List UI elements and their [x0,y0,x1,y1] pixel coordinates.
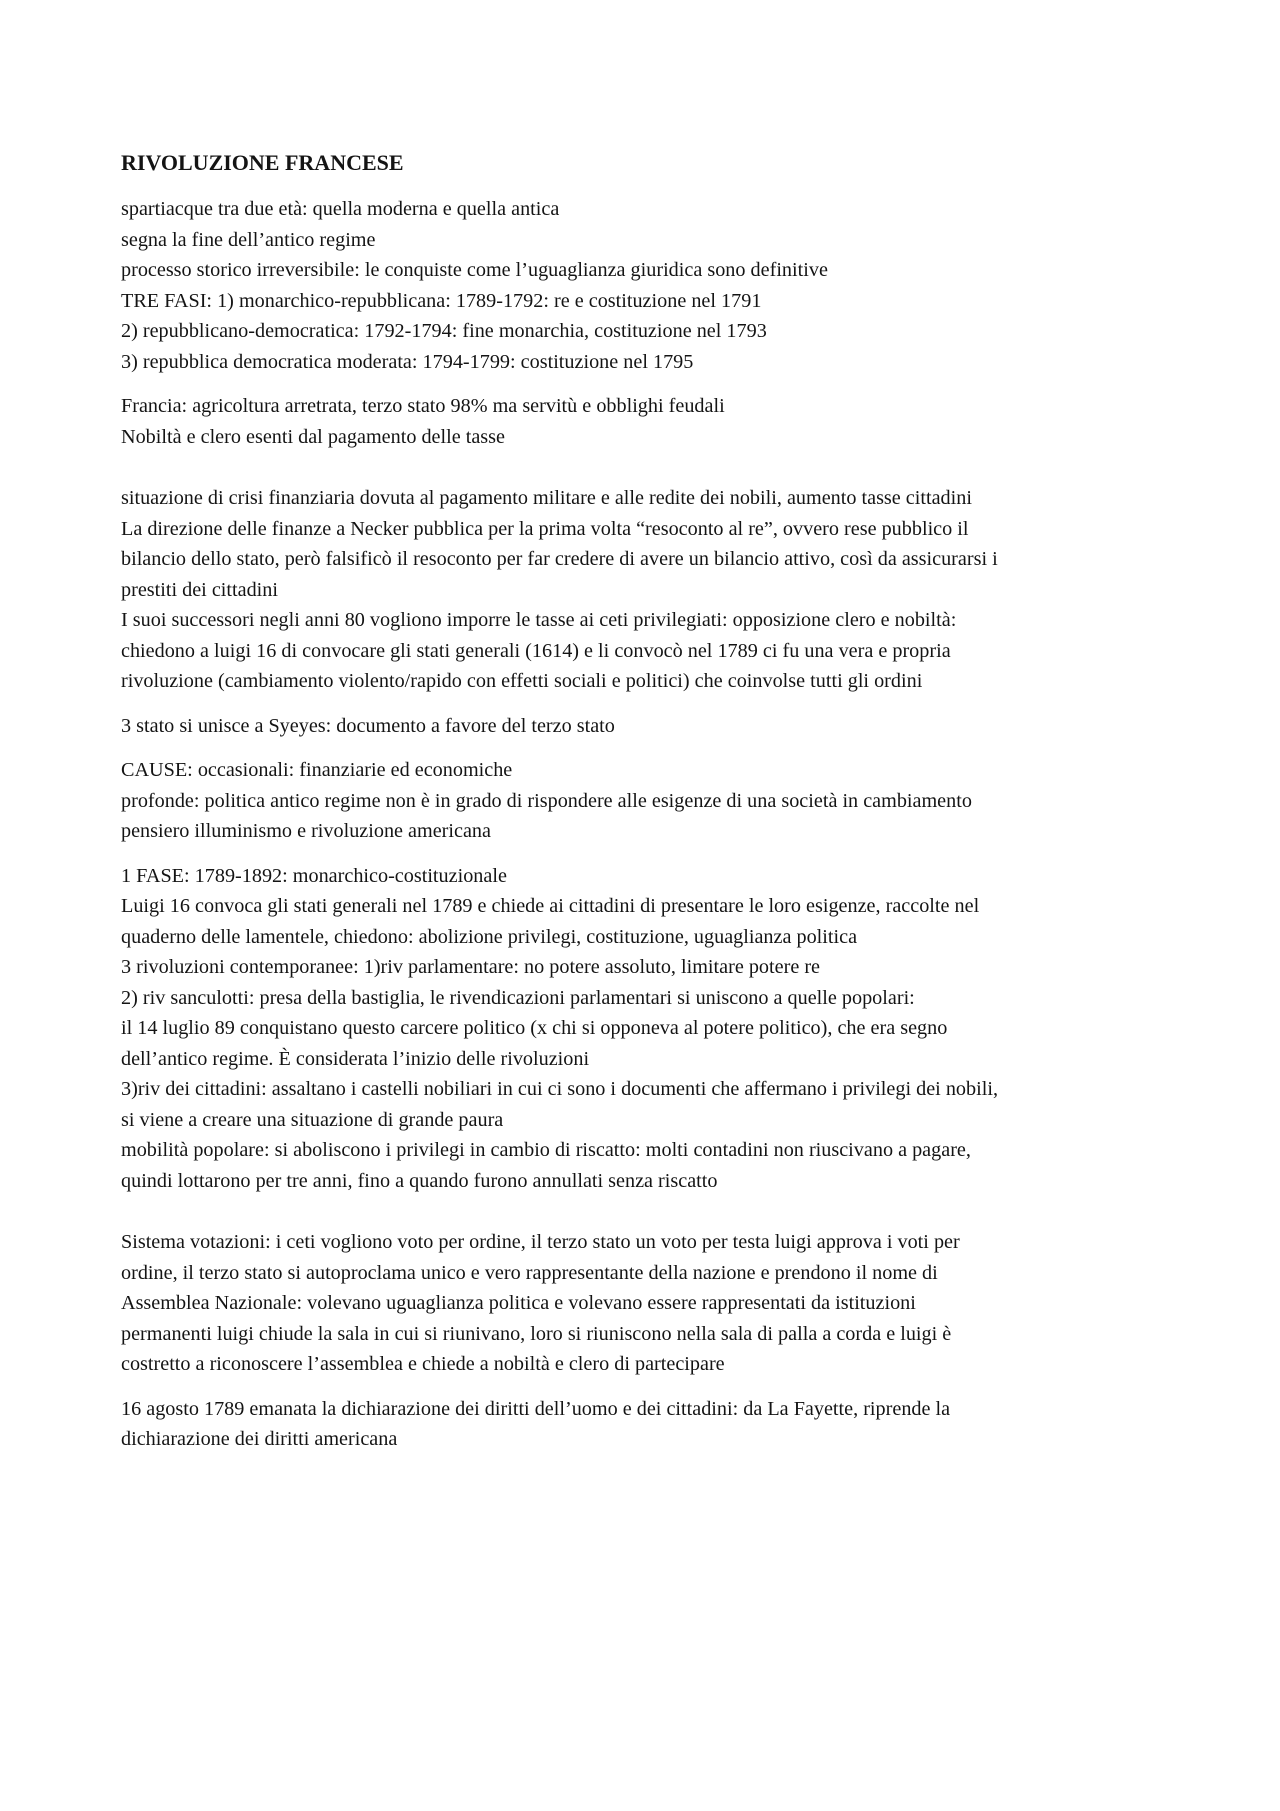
text-line: il 14 luglio 89 conquistano questo carcere politico (x chi si opponeva al potere politico), che era segno [121,1017,948,1039]
paragraph [121,483,1171,697]
document-body [121,194,1171,1455]
text-line: ordine, il terzo stato si autoproclama unico e vero rappresentante della nazione e prendono il nome di [121,1261,938,1284]
text-line: CAUSE: occasionali: finanziarie ed economiche [121,759,513,781]
paragraph [121,1394,1171,1455]
text-line: 3 stato si unisce a Syeyes: documento a favore del terzo stato [121,714,615,737]
text-line: segna la fine dell’antico regime [121,228,376,251]
text-line: I suoi successori negli anni 80 vogliono imporre le tasse ai ceti privilegiati: opposizione clero e nobiltà: [121,609,957,631]
text-line: dell’antico regime. È considerata l’inizio delle rivoluzioni [121,1047,590,1070]
document-title: RIVOLUZIONE FRANCESE [121,150,404,175]
text-line: Sistema votazioni: i ceti vogliono voto per ordine, il terzo stato un voto per testa luigi approva i voti per [121,1231,960,1253]
text-line: 3 rivoluzioni contemporanee: 1)riv parlamentare: no potere assoluto, limitare potere re [121,956,821,978]
text-line: Francia: agricoltura arretrata, terzo stato 98% ma servitù e obblighi feudali [121,395,725,417]
text-line: quindi lottarono per tre anni, fino a quando furono annullati senza riscatto [121,1169,718,1192]
text-line: pensiero illuminismo e rivoluzione americana [121,820,491,842]
text-line: 3)riv dei cittadini: assaltano i castelli nobiliari in cui ci sono i documenti che affermano i privilegi dei nobili, [121,1078,998,1100]
text-line: permanenti luigi chiude la sala in cui si riunivano, loro si riuniscono nella sala di palla a corda e luigi è [121,1322,952,1345]
text-line: 1 FASE: 1789-1892: monarchico-costituzionale [121,864,507,887]
text-line: 16 agosto 1789 emanata la dichiarazione dei diritti dell’uomo e dei cittadini: da La Fayette, riprende la [121,1397,951,1420]
document-page [121,148,1171,1469]
text-line: prestiti dei cittadini [121,578,278,601]
text-line: costretto a riconoscere l’assemblea e chiede a nobiltà e clero di partecipare [121,1353,725,1375]
text-line: processo storico irreversibile: le conquiste come l’uguaglianza giuridica sono definitive [121,259,828,281]
text-line: La direzione delle finanze a Necker pubblica per la prima volta “resoconto al re”, ovvero rese pubblico il [121,517,969,540]
paragraph [121,1227,1171,1380]
text-line: rivoluzione (cambiamento violento/rapido con effetti sociali e politici) che coinvolse tutti gli ordini [121,670,923,692]
text-line: quaderno delle lamentele, chiedono: abolizione privilegi, costituzione, uguaglianza politica [121,925,858,948]
text-line: dichiarazione dei diritti americana [121,1428,398,1450]
text-line: 2) repubblicano-democratica: 1792-1794: fine monarchia, costituzione nel 1793 [121,320,767,342]
text-line: Nobiltà e clero esenti dal pagamento delle tasse [121,425,505,448]
text-line: 3) repubblica democratica moderata: 1794-1799: costituzione nel 1795 [121,350,694,373]
text-line: situazione di crisi finanziaria dovuta al pagamento militare e alle redite dei nobili, aumento tasse cittadini [121,487,972,509]
text-line: mobilità popolare: si aboliscono i privilegi in cambio di riscatto: molti contadini non riuscivano a pagare, [121,1139,971,1161]
text-line: 2) riv sanculotti: presa della bastiglia, le rivendicazioni parlamentari si uniscono a quelle popolari: [121,986,915,1009]
text-line: spartiacque tra due età: quella moderna e quella antica [121,198,560,220]
text-line: bilancio dello stato, però falsificò il resoconto per far credere di avere un bilancio attivo, così da assicurarsi i [121,548,998,570]
text-line: chiedono a luigi 16 di convocare gli stati generali (1614) e li convocò nel 1789 ci fu una vera e propria [121,639,951,662]
text-line: Assemblea Nazionale: volevano uguaglianza politica e volevano essere rappresentati da istituzioni [121,1292,916,1314]
paragraph [121,194,1171,377]
paragraph [121,755,1171,847]
paragraph [121,861,1171,1197]
text-line: Luigi 16 convoca gli stati generali nel 1789 e chiede ai cittadini di presentare le loro esigenze, raccolte nel [121,895,980,917]
text-line: TRE FASI: 1) monarchico-repubblicana: 1789-1792: re e costituzione nel 1791 [121,289,762,312]
text-line: si viene a creare una situazione di grande paura [121,1108,504,1131]
paragraph [121,711,1171,742]
text-line: profonde: politica antico regime non è in grado di rispondere alle esigenze di una società in cambiamento [121,789,972,812]
paragraph [121,391,1171,452]
